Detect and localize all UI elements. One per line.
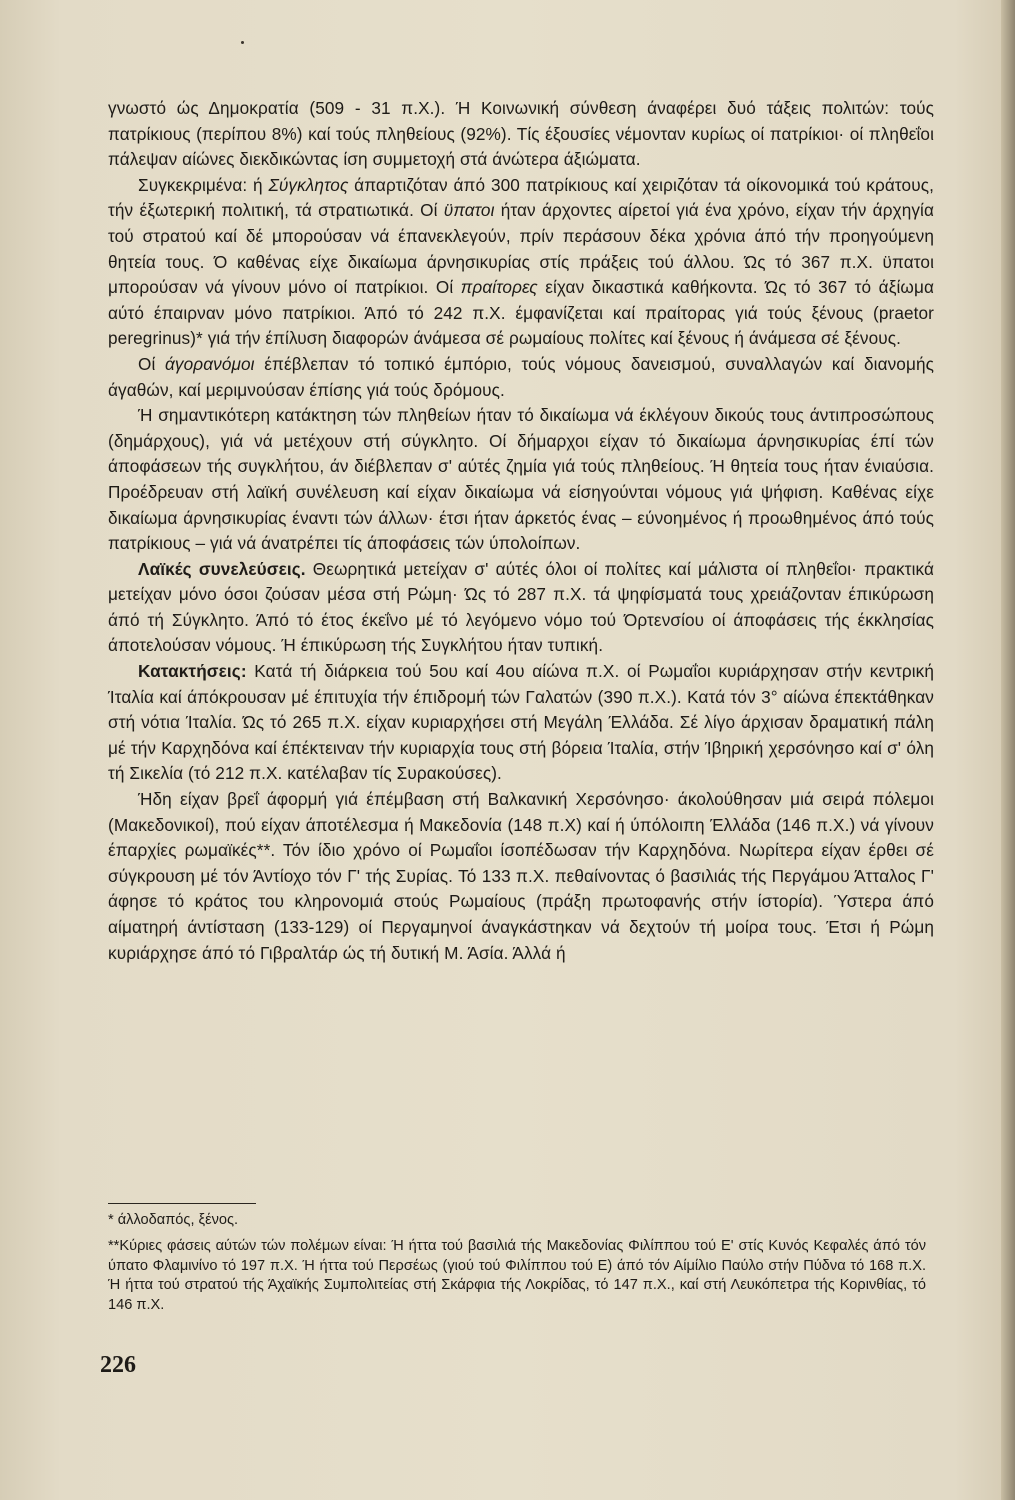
paragraph-p7: [108, 787, 934, 966]
text-run: Ή σημαντικότερη κατάκτηση τών πληθείων ήταν τό δικαίωμα νά έκλέγουν δικούς τους άντιπροσώπους (δημάρχους), γιά νά μετέχουν στή σύγκλητο. Οί δήμαρχοι είχαν τό δικαίωμα άρνησικυρίας έπί τών άποφάσεων τής συγκλήτου, άν διέβλεπαν σ' αύτές ζημία γιά τούς πληθείους. Ή θητεία τους ήταν ένιαύσια. Προέδρευαν στή λαϊκή συνέλευση καί είχαν δικαίωμα νά είσηγούνται νόμους γιά ψήφιση. Καθένας είχε δικαίωμα άρνησικυρίας έναντι τών άλλων· έτσι ήταν άρκετός ένας – εύνοημένος ή προωθημένος άπό τούς πατρίκιους – γιά νά άνατρέπει τίς άποφάσεις τών ύπολοίπων.: [108, 405, 934, 554]
paragraph-p1: [108, 96, 934, 173]
page-edge-shadow: [1001, 0, 1015, 1500]
section-heading: Κατακτήσεις:: [138, 661, 247, 682]
text-run: Ήδη είχαν βρεΐ άφορμή γιά έπέμβαση στή Βαλκανική Χερσόνησο· άκολούθησαν μιά σειρά πόλεμοι (Μακεδονικοί), πού είχαν άποτέλεσμα ή Μακεδονία (148 π.Χ) καί ή ύπόλοιπη Έλλάδα (146 π.Χ.) νά γίνουν έπαρχίες ρωμαϊκές**. Τόν ίδιο χρόνο οί Ρωμαΐοι ίσοπέδωσαν τήν Καρχηδόνα. Νωρίτερα είχαν έρθει σέ σύγκρουση μέ τόν Άντίοχο τόν Γ' τής Συρίας. Τό 133 π.Χ. πεθαίνοντας ό βασιλιάς τής Περγάμου Άτταλος Γ' άφησε τό κράτος του κληρονομιά στούς Ρωμαίους (πράξη πρωτοφανής στήν ίστορία). Ύστερα άπό αίματηρή άντίσταση (133-129) οί Περγαμηνοί άναγκάστηκαν νά δεχτούν τή μοίρα τους. Έτσι ή Ρώμη κυριάρχησε άπό τό Γιβραλτάρ ώς τή δυτική Μ. Άσία. Άλλά ή: [108, 789, 934, 963]
paragraph-p5: [108, 557, 934, 659]
text-run: είχαν δικαστικά καθήκοντα. Ώς τό 367 τό άξίωμα αύτό έπαιρναν μόνο πατρίκιοι. Άπό τό 242 π.Χ. έμφανίζεται καί πραίτορας γιά τούς ξένους (praetor peregrinus)* γιά τήν έπίλυση διαφορών άνάμεσα σέ ρωμαίους πολίτες καί ξένους ή άνάμεσα σέ ξένους.: [108, 277, 934, 349]
text-run: ήταν άρχοντες αίρετοί γιά ένα χρόνο, είχαν τήν άρχηγία τού στρατού καί δέ μπορούσαν νά έπανεκλεγούν, πρίν περάσουν δέκα χρόνια άπό τήν προηγούμενη θητεία τους. Ό καθένας είχε δικαίωμα άρνησικυρίας στίς πράξεις τού άλλου. Ώς τό 367 π.Χ. ϋπατοι μπορούσαν νά γίνουν μόνο οί πατρίκιοι. Οί: [108, 200, 934, 298]
text-run: Οί: [138, 353, 166, 374]
paragraph-p6: [108, 659, 934, 787]
text-run: άπαρτιζόταν άπό 300 πατρίκιους καί χειριζόταν τά οίκονομικά τού κράτους, τήν έξωτερική πολιτική, τά στρατιωτικά. Οί: [108, 174, 934, 221]
text-run: Συγκεκριμένα: ή: [138, 174, 269, 195]
main-text: [108, 96, 934, 966]
emphasized-term: πραίτορες: [460, 277, 538, 298]
text-run: Θεωρητικά μετείχαν σ' αύτές όλοι οί πολίτες καί μάλιστα οί πληθεΐοι· πρακτικά μετείχαν μόνο όσοι ζούσαν μέσα στή Ρώμη· Ώς τό 287 π.Χ. τά ψηφίσματά τους χρειάζονταν έπικύρωση άπό τή Σύγκλητο. Άπό τό έτος έκεΐνο μέ τό λεγόμενο νόμο τού Όρτενσίου οί άποφάσεις τής έκκλησίας άποτελούσαν νόμους. Ή έπικύρωση τής Συγκλήτου ήταν τυπική.: [108, 558, 935, 656]
footnotes: [108, 1211, 926, 1322]
text-run: Κατά τή διάρκεια τού 5ου καί 4ου αίώνα π.Χ. οί Ρωμαΐοι κυριάρχησαν στήν κεντρική Ίταλία καί άπόκρουσαν μέ έπιτυχία τήν έπιδρομή τών Γαλατών (390 π.Χ.). Κατά τόν 3° αίώνα έπεκτάθηκαν στή νότια Ίταλία. Ώς τό 265 π.Χ. είχαν κυριαρχήσει στή Μεγάλη Έλλάδα. Σέ λίγο άρχισαν δραματική πάλη μέ τήν Καρχηδόνα καί έπέκτειναν τήν κυριαρχία τους στή βόρεια Ίταλία, στήν Ίβηρική χερσόνησο καί σ' όλη τή Σικελία (τό 212 π.Χ. κατέλαβαν τίς Συρακούσες).: [108, 661, 934, 784]
paragraph-p2: [108, 173, 934, 352]
text-run: έπέβλεπαν τό τοπικό έμπόριο, τούς νόμους δανεισμού, συναλλαγών καί διανομής άγαθών, καί μεριμνούσαν έπίσης γιά τούς δρόμους.: [108, 353, 935, 400]
footnote-1: * άλλοδαπός, ξένος.: [108, 1212, 239, 1228]
paragraph-p3: [108, 352, 934, 403]
page-number: 226: [100, 1352, 136, 1378]
ink-speck: [241, 41, 244, 44]
emphasized-term: Σύγκλητος: [268, 174, 349, 195]
paragraph-p4: [108, 403, 934, 557]
emphasized-term: ϋπατοι: [443, 200, 495, 221]
emphasized-term: άγορανόμοι: [165, 353, 255, 374]
footnote-2: **Κύριες φάσεις αύτών τών πολέμων είναι: Ή ήττα τού βασιλιά τής Μακεδονίας Φιλίππου τού Ε' στίς Κυνός Κεφαλές άπό τόν ύπατο Φλαμινίνο τό 197 π.Χ. Ή ήττα τού Περσέως (γιού τού Φιλίππου τού Ε) άπό τόν Αίμίλιο Παύλο στήν Πύδνα τό 168 π.Χ. Ή ήττα τού στρατού τής Άχαϊκής Συμπολιτείας στή Σκάρφια τής Λοκρίδας, τό 147 π.Χ., καί στή Λευκόπετρα τής Κορινθίας, τό 146 π.Χ.: [108, 1237, 926, 1314]
text-run: γνωστό ώς Δημοκρατία (509 - 31 π.Χ.). Ή Κοινωνική σύνθεση άναφέρει δυό τάξεις πολιτών: τούς πατρίκιους (περίπου 8%) καί τούς πληθείους (92%). Τίς έξουσίες νέμονταν κυρίως οί πατρίκιοι· οί πληθεΐοι πάλεψαν αίώνες διεκδικώντας ίση συμμετοχή στά άνώτερα άξιώματα.: [108, 98, 934, 170]
footnote-rule: [108, 1203, 256, 1204]
section-heading: Λαϊκές συνελεύσεις.: [138, 558, 306, 579]
